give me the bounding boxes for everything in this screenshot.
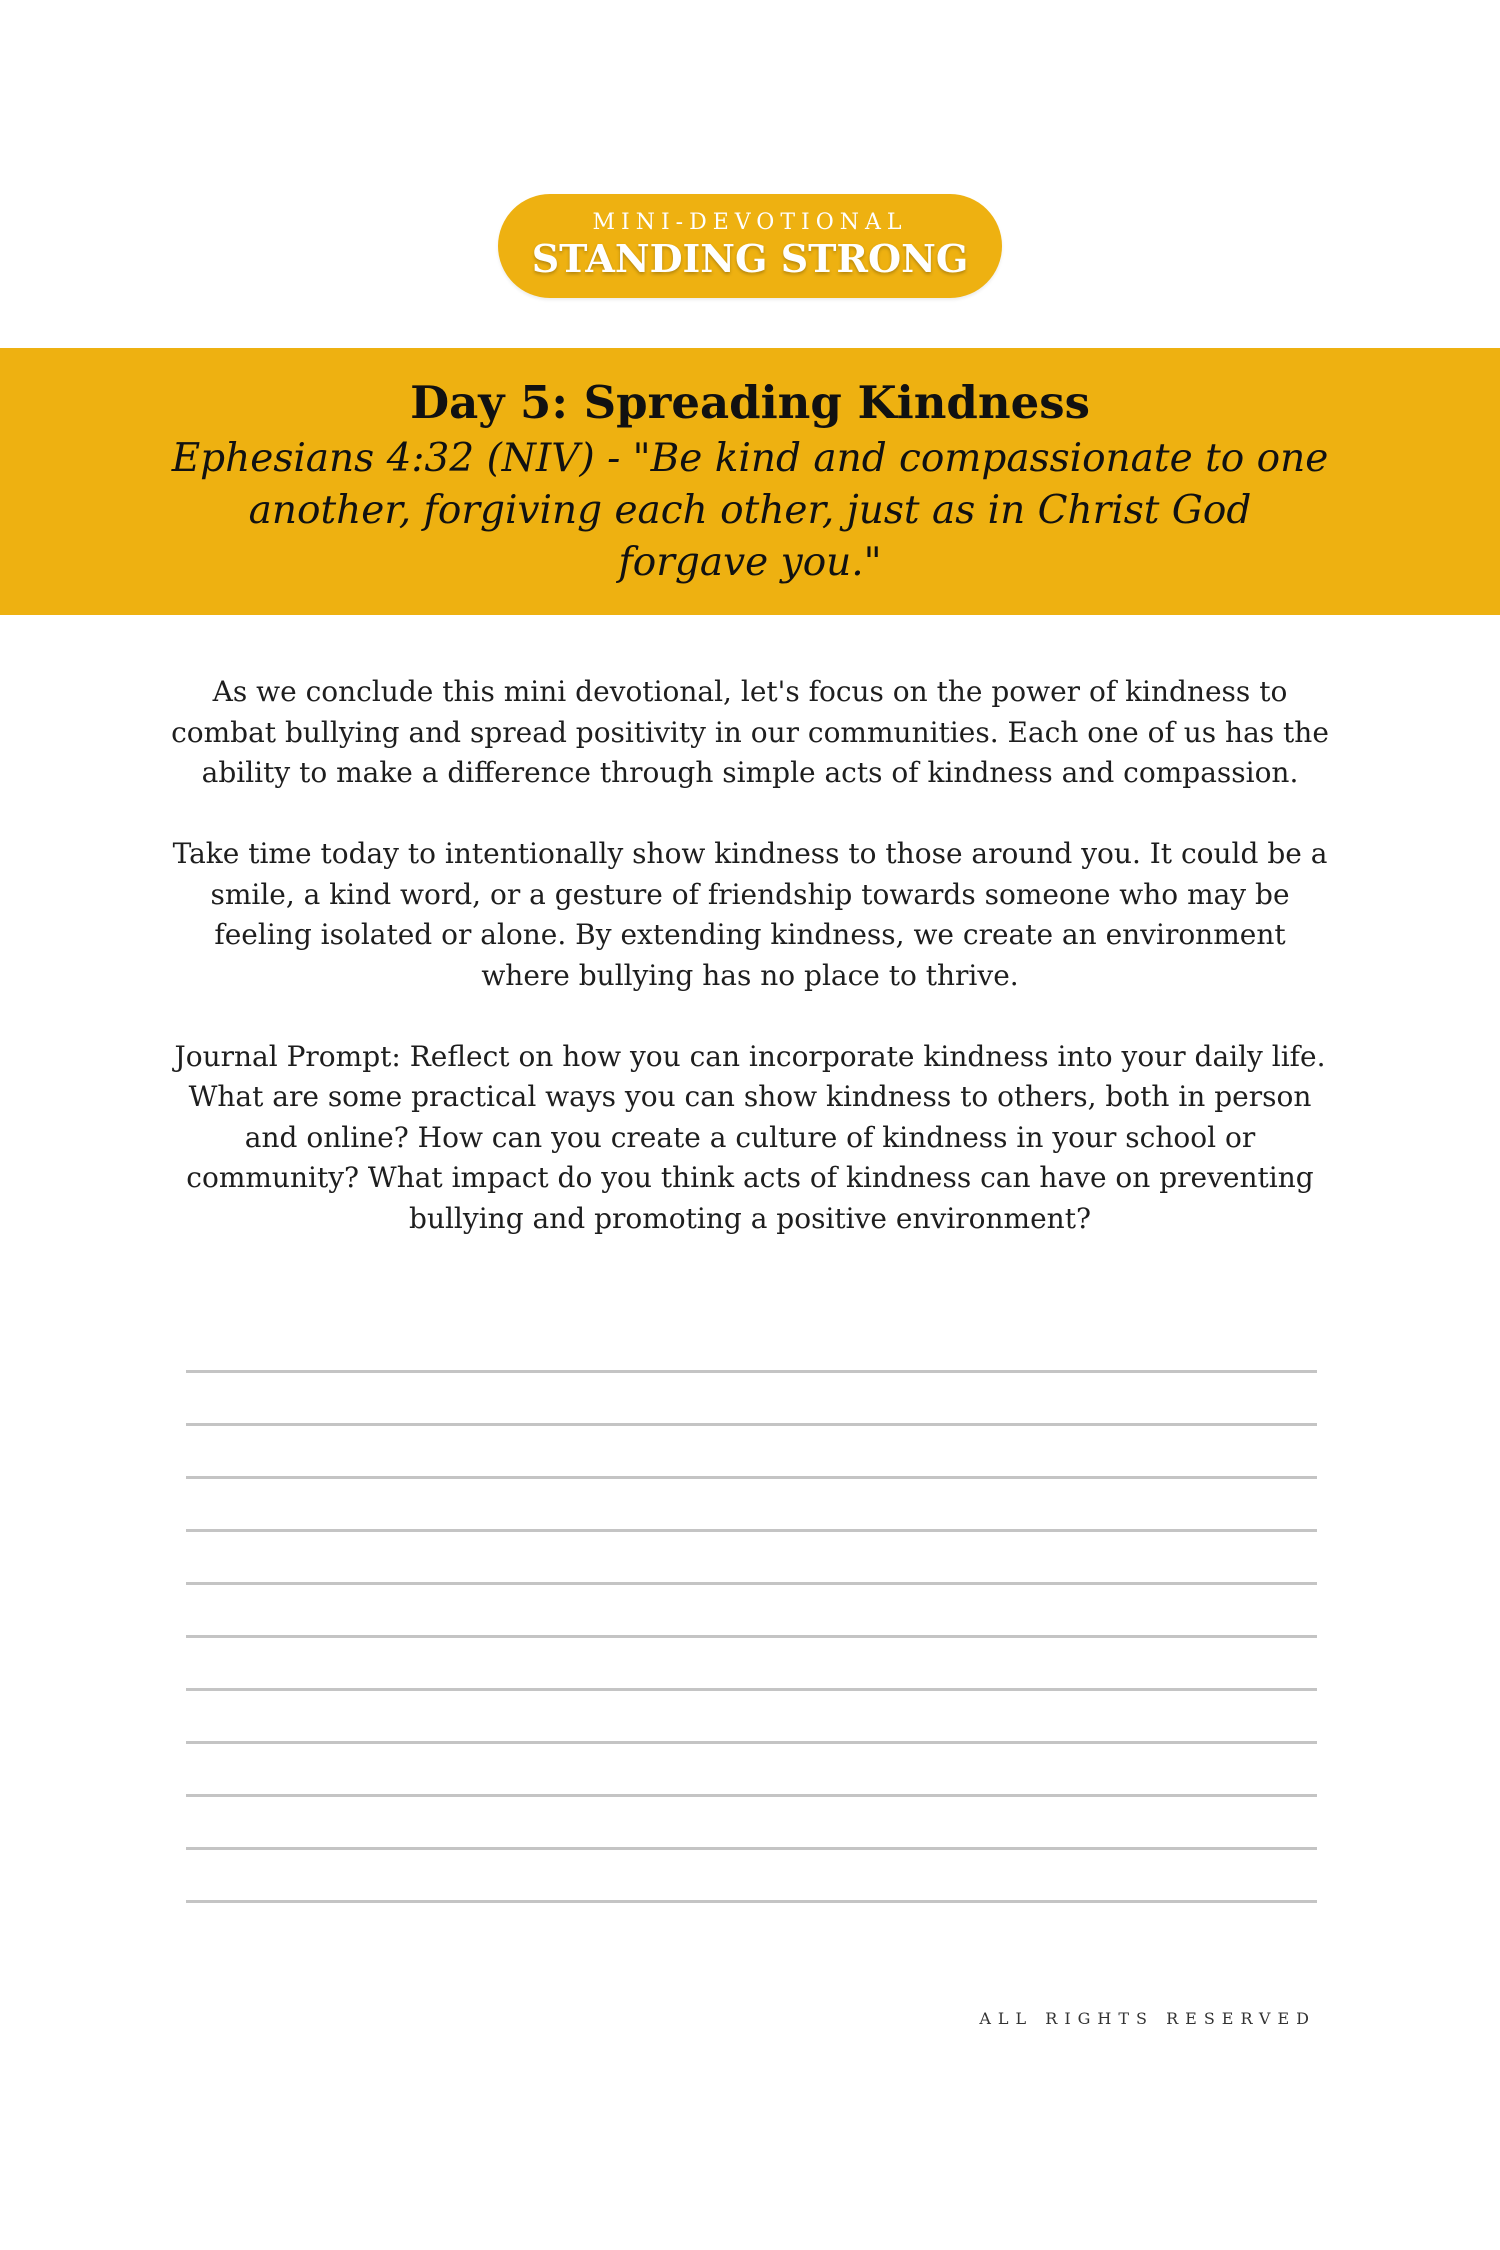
journal-line — [186, 1741, 1317, 1744]
journal-line — [186, 1476, 1317, 1479]
day-title: Day 5: Spreading Kindness — [410, 375, 1090, 429]
journal-line — [186, 1900, 1317, 1903]
journal-line — [186, 1847, 1317, 1850]
scripture-verse: Ephesians 4:32 (NIV) - "Be kind and compassionate to one another, forgiving each other, just as in Christ God forgave you." — [171, 435, 1329, 585]
journal-line — [186, 1635, 1317, 1638]
journal-lines — [186, 1370, 1317, 1953]
title-badge — [498, 194, 1002, 298]
journal-line — [186, 1688, 1317, 1691]
journal-line — [186, 1582, 1317, 1585]
devotional-body — [170, 672, 1330, 1280]
journal-line — [186, 1794, 1317, 1797]
paragraph-intro: As we conclude this mini devotional, let's focus on the power of kindness to combat bullying and spread positivity in our communities. Each one of us has the ability to make a difference through simple acts of kindness and compassion. — [171, 675, 1329, 789]
badge-title: STANDING STRONG — [531, 236, 969, 281]
paragraph-action: Take time today to intentionally show kindness to those around you. It could be a smile, a kind word, or a gesture of friendship towards someone who may be feeling isolated or alone. By extending kindness, we create an environment where bullying has no place to thrive. — [172, 837, 1328, 992]
journal-line — [186, 1423, 1317, 1426]
rights-footer: ALL RIGHTS RESERVED — [979, 2009, 1316, 2028]
journal-line — [186, 1529, 1317, 1532]
badge-kicker: MINI-DEVOTIONAL — [592, 210, 908, 235]
day-banner — [0, 348, 1500, 615]
paragraph-journal-prompt: Journal Prompt: Reflect on how you can incorporate kindness into your daily life. What are some practical ways you can show kindness to others, both in person and online? How can you create a culture of kindness in your school or community? What impact do you think acts of kindness can have on preventing bullying and promoting a positive environment? — [174, 1039, 1326, 1235]
journal-line — [186, 1370, 1317, 1373]
